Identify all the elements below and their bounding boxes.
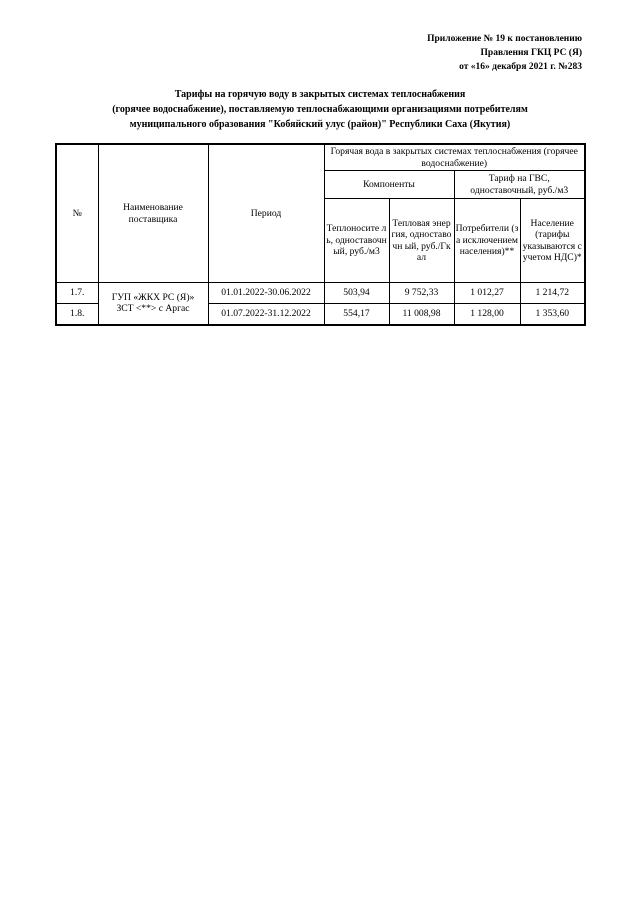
header-tariff: Тариф на ГВС, одноставочный, руб./м3 — [454, 171, 585, 199]
header-heat-carrier: Теплоносите ль, одноставочн ый, руб./м3 — [324, 199, 389, 283]
row-consumers: 1 012,27 — [454, 283, 520, 304]
header-hot-water-group: Горячая вода в закрытых системах теплоснабжения (горячее водоснабжение) — [324, 144, 585, 171]
appendix-line-2: Правления ГКЦ РС (Я) — [480, 48, 582, 58]
row-num: 1.7. — [56, 283, 98, 304]
row-heat-carrier: 503,94 — [324, 283, 389, 304]
tariff-table — [55, 143, 586, 326]
title-line-2: (горячее водоснабжение), поставляемую теплоснабжающими организациями потребителям — [112, 104, 528, 115]
header-heat-energy: Тепловая энергия, одноставочн ый, руб./Гкал — [389, 199, 454, 283]
header-components: Компоненты — [324, 171, 454, 199]
row-consumers: 1 128,00 — [454, 304, 520, 325]
supplier-name: ГУП «ЖКХ РС (Я)» ЗСТ <**> с Аргас — [98, 283, 208, 325]
row-num: 1.8. — [56, 304, 98, 325]
header-population: Население (тарифы указываются с учетом НДС)* — [520, 199, 585, 283]
appendix-note — [427, 32, 582, 74]
header-supplier: Наименование поставщика — [98, 144, 208, 283]
row-heat-energy: 9 752,33 — [389, 283, 454, 304]
row-heat-carrier: 554,17 — [324, 304, 389, 325]
appendix-line-3: от «16» декабря 2021 г. №283 — [459, 62, 582, 72]
row-period: 01.01.2022-30.06.2022 — [208, 283, 324, 304]
header-consumers: Потребители (за исключением населения)** — [454, 199, 520, 283]
table-row — [56, 283, 585, 304]
title-line-1: Тарифы на горячую воду в закрытых системах теплоснабжения — [174, 89, 466, 100]
document-title — [55, 87, 585, 132]
header-num: № — [56, 144, 98, 283]
header-period: Период — [208, 144, 324, 283]
title-line-3: муниципального образования "Кобяйский улус (район)" Республики Саха (Якутия) — [129, 119, 511, 130]
row-population: 1 353,60 — [520, 304, 585, 325]
appendix-line-1: Приложение № 19 к постановлению — [427, 34, 582, 44]
row-period: 01.07.2022-31.12.2022 — [208, 304, 324, 325]
row-heat-energy: 11 008,98 — [389, 304, 454, 325]
row-population: 1 214,72 — [520, 283, 585, 304]
